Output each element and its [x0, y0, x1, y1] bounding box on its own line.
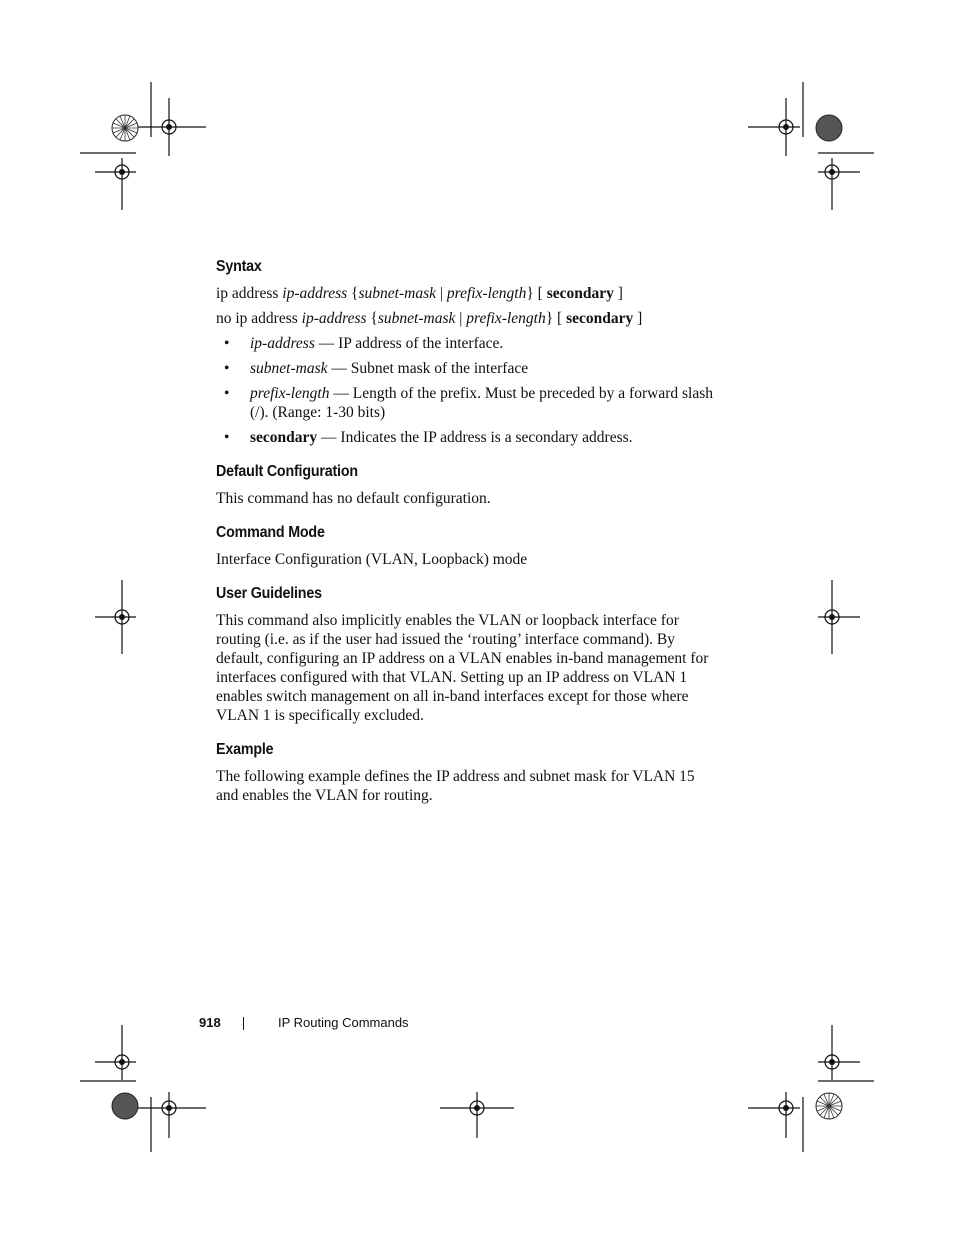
list-item: • secondary — Indicates the IP address is a secondary address. — [216, 428, 716, 447]
command-mode-text: Interface Configuration (VLAN, Loopback) mode — [216, 551, 528, 568]
registration-disc-icon — [816, 115, 842, 141]
list-item: • ip-address — IP address of the interface. — [216, 334, 716, 353]
example-heading: Example — [216, 741, 274, 758]
syntax-line-2: no ip address ip-address {subnet-mask | prefix-length} [ secondary ] — [216, 310, 643, 327]
command-mode-heading: Command Mode — [216, 524, 325, 541]
registration-wheel-icon — [816, 1093, 842, 1119]
page-content — [216, 258, 716, 805]
syntax-heading: Syntax — [216, 258, 262, 275]
footer-section-title: IP Routing Commands — [278, 1015, 409, 1030]
syntax-line-1: ip address ip-address {subnet-mask | prefix-length} [ secondary ] — [216, 285, 623, 302]
default-configuration-text: This command has no default configuration. — [216, 490, 491, 507]
registration-wheel-icon — [112, 115, 138, 141]
default-configuration-heading: Default Configuration — [216, 463, 358, 480]
page-number: 918 — [199, 1015, 221, 1030]
user-guidelines-text: This command also implicitly enables the VLAN or loopback interface for routing (i.e. as if the user had issued the ‘routing’ interface command). By default, configuring an IP address on a VLAN enables in-band management for interfaces configured with that VLAN. Setting up an IP address on VLAN 1 enables switch management on all in-band interfaces except for those where VLAN 1 is specifically excluded. — [216, 612, 709, 724]
footer-divider — [243, 1017, 244, 1030]
example-text: The following example defines the IP address and subnet mask for VLAN 15 and enables the VLAN for routing. — [216, 768, 695, 804]
registration-disc-icon — [112, 1093, 138, 1119]
list-item: • subnet-mask — Subnet mask of the interface — [216, 359, 716, 378]
user-guidelines-heading: User Guidelines — [216, 585, 322, 602]
list-item: • prefix-length — Length of the prefix. Must be preceded by a forward slash (/). (Range: 1-30 bits) — [216, 384, 716, 422]
syntax-parameter-list — [216, 334, 716, 447]
